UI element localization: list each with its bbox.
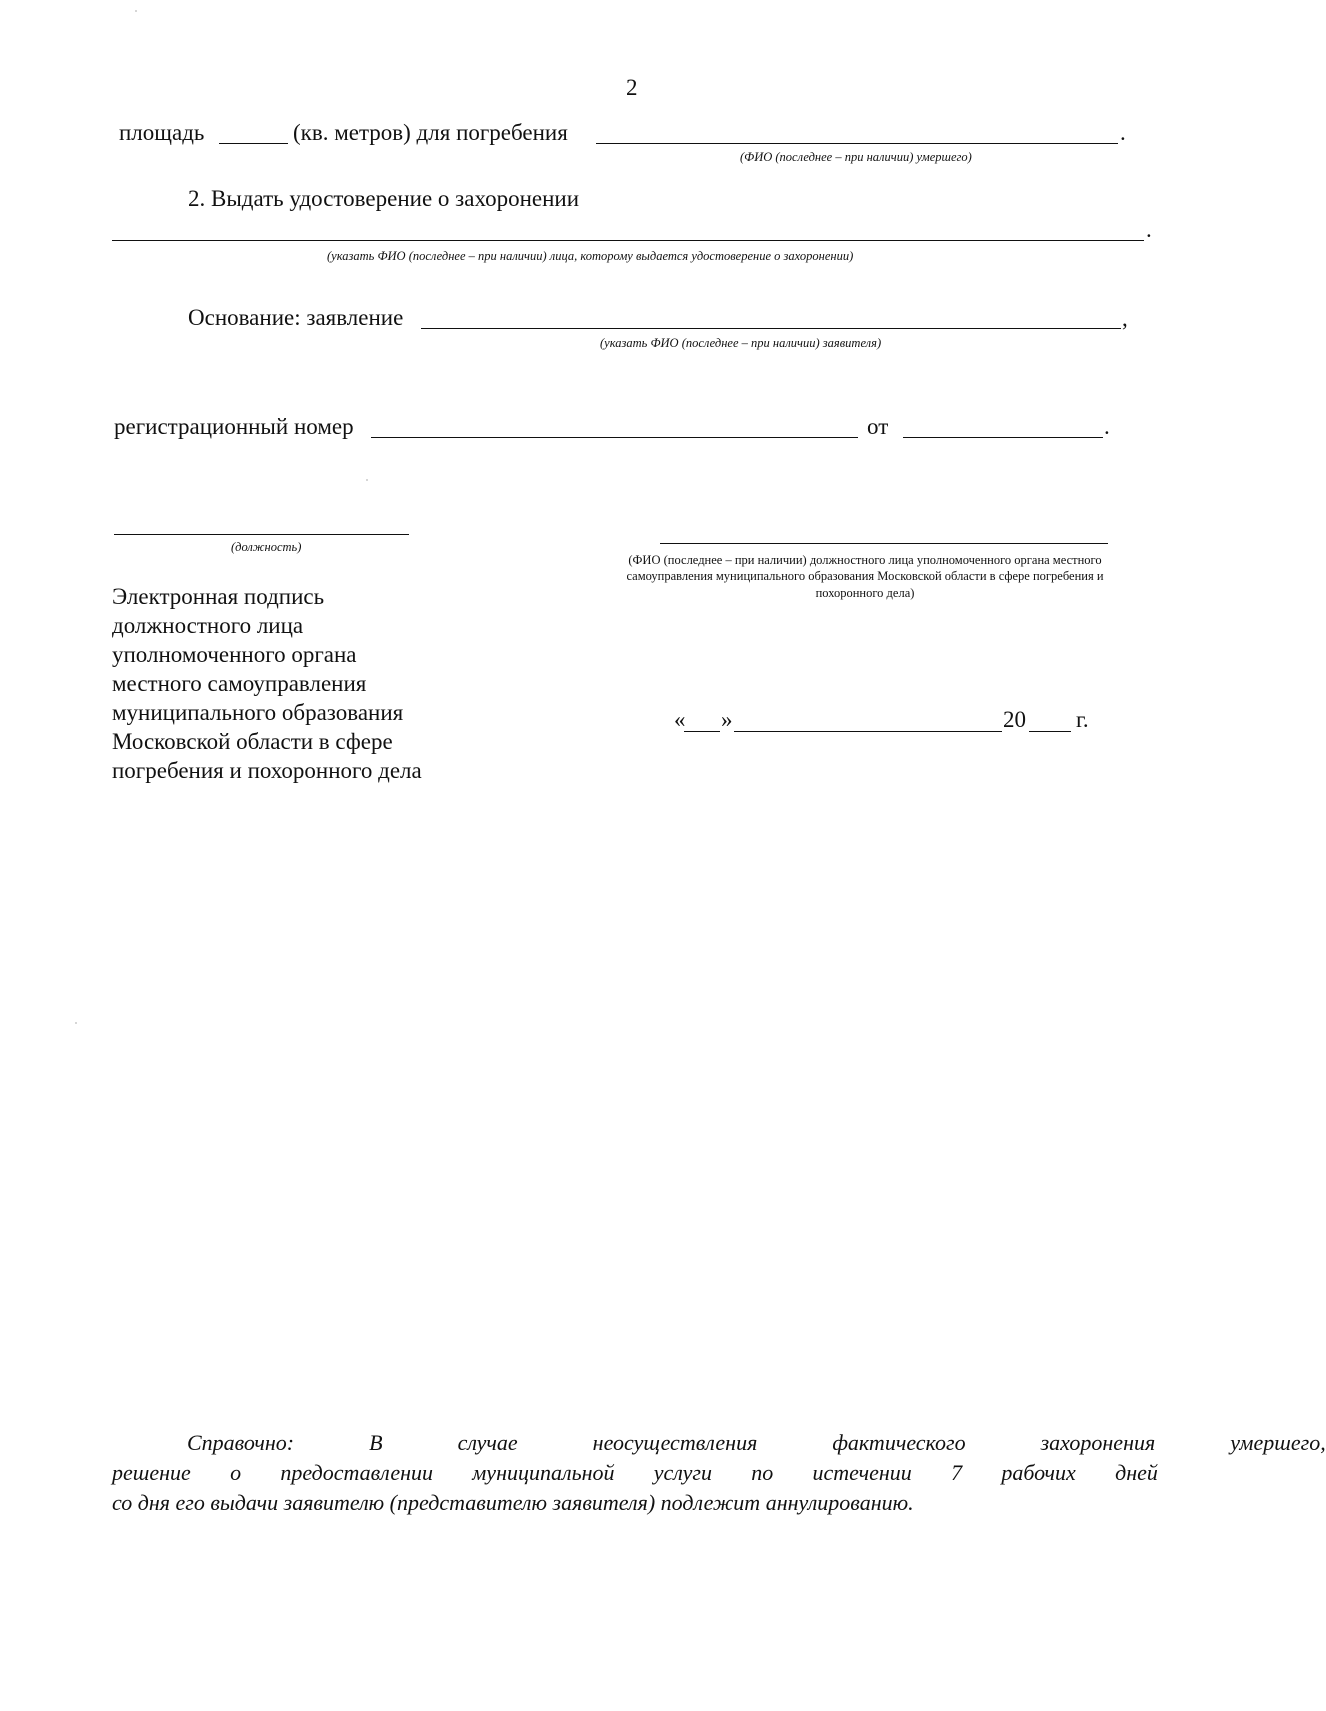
registration-date-end-mark: . [1104, 414, 1110, 439]
reference-word: В [369, 1430, 383, 1455]
applicant-name-end-mark: , [1122, 306, 1128, 331]
date-day-line[interactable] [684, 731, 720, 732]
reference-word: о [230, 1460, 242, 1485]
certificate-title: 2. Выдать удостоверение о захоронении [188, 186, 580, 211]
certificate-recipient-note: (указать ФИО (последнее – при наличии) лица, которому выдается удостоверение о захоронении) [327, 249, 854, 263]
official-name-line[interactable] [660, 543, 1108, 544]
electronic-signature-text: Электронная подпись должностного лица уполномоченного органа местного самоуправления муниципального образования Московской области в сфере погребения и похоронного дела [112, 584, 422, 783]
reference-line-2 [112, 1458, 1158, 1488]
reference-word: захоронения [1040, 1430, 1156, 1455]
deceased-name-line[interactable] [596, 143, 1118, 144]
certificate-recipient-end-mark: . [1146, 217, 1152, 242]
reference-word: дней [1115, 1460, 1158, 1485]
position-note: (должность) [231, 540, 302, 554]
registration-from-label: от [867, 414, 889, 439]
registration-date-line[interactable] [903, 437, 1103, 438]
reference-line-3: со дня его выдачи заявителю (представителю заявителя) подлежит аннулированию. [112, 1490, 914, 1515]
applicant-name-note: (указать ФИО (последнее – при наличии) заявителя) [600, 336, 882, 350]
reference-word: фактического [832, 1430, 966, 1455]
basis-label: Основание: заявление [188, 305, 404, 330]
reference-word: случае [457, 1430, 518, 1455]
reference-word: истечении [812, 1460, 912, 1485]
scan-dot [75, 1022, 77, 1024]
reference-word: Справочно: [187, 1430, 295, 1455]
reference-word: услуги [653, 1460, 712, 1485]
date-close-quote: » [721, 707, 733, 732]
date-year-prefix: 20 [1003, 707, 1026, 732]
reference-note [112, 1428, 1326, 1518]
page-number: 2 [626, 75, 638, 100]
position-line[interactable] [114, 534, 409, 535]
deceased-name-note: (ФИО (последнее – при наличии) умершего) [740, 150, 972, 164]
scan-dot [366, 479, 368, 481]
registration-number-line[interactable] [371, 437, 858, 438]
date-year-suffix: г. [1076, 707, 1089, 732]
reference-word: муниципальной [472, 1460, 615, 1485]
reference-word: рабочих [1001, 1460, 1076, 1485]
area-value-line[interactable] [219, 143, 288, 144]
scan-dot [135, 10, 137, 12]
deceased-name-end-mark: . [1120, 120, 1126, 145]
date-year-line[interactable] [1029, 731, 1071, 732]
reference-word: решение [112, 1460, 191, 1485]
area-label: площадь [119, 120, 205, 145]
area-units-label: (кв. метров) для погребения [293, 120, 568, 145]
official-name-note: (ФИО (последнее – при наличии) должностного лица уполномоченного органа местного самоуправления муниципального образования Московской области в сфере погребения и похоронного дела) [626, 553, 1104, 600]
reference-line-1 [112, 1428, 1326, 1458]
certificate-recipient-line[interactable] [112, 240, 1144, 241]
reference-word: предоставлении [280, 1460, 433, 1485]
reference-word: 7 [951, 1460, 963, 1485]
applicant-name-line[interactable] [421, 328, 1121, 329]
reference-word: по [751, 1460, 774, 1485]
reference-word: умершего, [1230, 1430, 1326, 1455]
reference-word: неосуществления [592, 1430, 758, 1455]
date-month-line[interactable] [734, 731, 1002, 732]
registration-number-label: регистрационный номер [114, 414, 354, 439]
date-open-quote: « [674, 707, 686, 732]
